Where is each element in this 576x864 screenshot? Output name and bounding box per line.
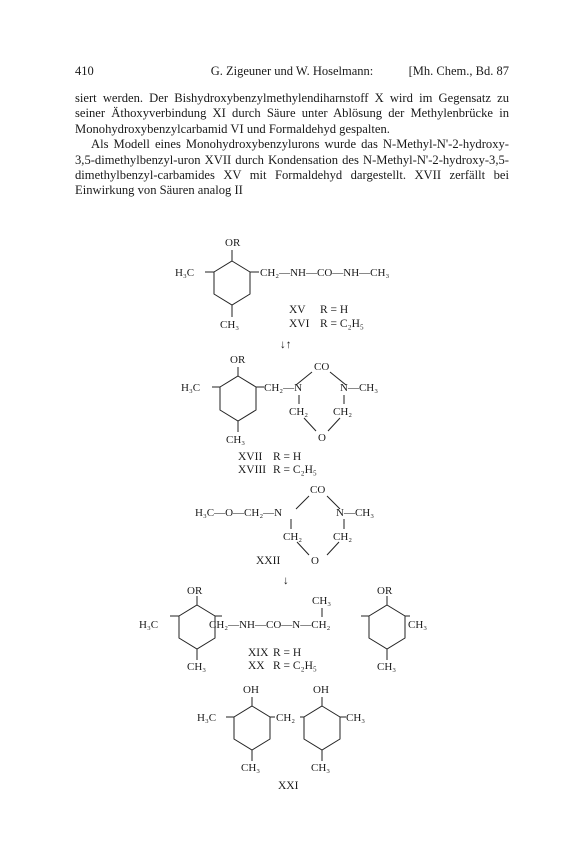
hydroxyl: OH: [243, 684, 259, 696]
structure-xxii: [195, 484, 374, 567]
equilibrium-arrow: ↓↑: [280, 339, 292, 351]
methoxymethyl-n: H₃C—O—CH₂—N: [195, 507, 283, 519]
compound-label: XXII: [256, 555, 281, 567]
substituent-or: OR: [187, 585, 203, 597]
substituent-or: OR: [377, 585, 393, 597]
substituent-h3c: H₃C: [139, 619, 159, 631]
substituent-ch3: CH₃: [346, 712, 366, 724]
n-methyl: CH₃: [312, 595, 332, 607]
condition: R = C₂H₅: [320, 318, 364, 330]
structure-xxi: [197, 684, 365, 792]
compound-label: XX: [248, 660, 265, 672]
benzene-ring: [214, 261, 250, 305]
hydroxyl: OH: [313, 684, 329, 696]
ch2-right: CH₂: [333, 531, 353, 543]
benzene-ring: [304, 706, 340, 750]
substituent-ch3: CH₃: [377, 661, 397, 673]
substituent-or: OR: [230, 354, 246, 366]
compound-label: XVI: [289, 318, 310, 330]
running-title: G. Zigeuner und W. Hoselmann:: [210, 64, 374, 78]
benzene-ring: [220, 376, 256, 421]
ch2-left: CH₂: [283, 531, 303, 543]
compound-label: XIX: [248, 647, 269, 659]
page-number: 410: [75, 64, 94, 78]
compound-label: XV: [289, 304, 306, 316]
condition: R = H: [273, 451, 302, 463]
substituent-or: OR: [225, 237, 241, 249]
ch2-left: CH₂: [289, 406, 309, 418]
n-methyl: N—CH₃: [336, 507, 375, 519]
substituent-h3c: H₃C: [197, 712, 217, 724]
substituent-ch3: CH₃: [226, 434, 246, 446]
carbonyl: CO: [310, 484, 326, 496]
substituent-ch3: CH₃: [220, 319, 240, 331]
substituent-ch3: CH₃: [311, 762, 331, 774]
compound-label: XVIII: [238, 464, 267, 476]
ch2-right: CH₂: [333, 406, 353, 418]
compound-label: XXI: [278, 780, 299, 792]
substituent-h3c: H₃C: [181, 382, 201, 394]
compound-label: XVII: [238, 451, 263, 463]
structure-xvii-xviii: [181, 354, 378, 476]
journal-reference: [Mh. Chem., Bd. 87: [408, 64, 509, 78]
condition: R = C₂H₅: [273, 464, 317, 476]
condition: R = C₂H₅: [273, 660, 317, 672]
condition: R = H: [320, 304, 349, 316]
n-methyl: N—CH₃: [340, 382, 379, 394]
carbonyl: CO: [314, 361, 330, 373]
ch2-n: CH₂—N: [264, 382, 303, 394]
structure-xix-xx: [139, 585, 427, 673]
side-chain: CH₂—NH—CO—NH—CH₃: [260, 267, 390, 279]
substituent-ch3: CH₃: [408, 619, 428, 631]
condition: R = H: [273, 647, 302, 659]
bridge-chain: CH₂—NH—CO—N—CH₂: [209, 619, 331, 631]
reaction-arrow: ↓: [283, 575, 289, 587]
ring-oxygen: O: [318, 432, 326, 444]
structure-xv-xvi: [175, 237, 389, 331]
paragraph: Als Modell eines Monohydroxybenzylurons wurde das N-Methyl-N'-2-hydroxy-3,5-dimethylbenzyl-uron XVII durch Kondensation des N-Methyl-N'-2-hydroxy-3,5-dimethylbenzyl-carbamides XV mit Formaldehyd dargestellt. XVII zerfällt bei Einwirkung von Säuren analog II: [75, 137, 509, 198]
substituent-ch3: CH₃: [241, 762, 261, 774]
ring-oxygen: O: [311, 555, 319, 567]
methylene-bridge: CH₂: [276, 712, 296, 724]
substituent-ch3: CH₃: [187, 661, 207, 673]
benzene-ring: [234, 706, 270, 750]
benzene-ring: [369, 605, 405, 649]
paragraph: siert werden. Der Bishydroxybenzylmethylendiharnstoff X wird im Gegensatz zu seiner Äthoxyverbindung XI durch Säure unter Ablösung der Methylenbrücke in Monohydroxybenzylcarbamid VI und Formaldehyd gespalten.: [75, 91, 509, 136]
substituent-h3c: H₃C: [175, 267, 195, 279]
